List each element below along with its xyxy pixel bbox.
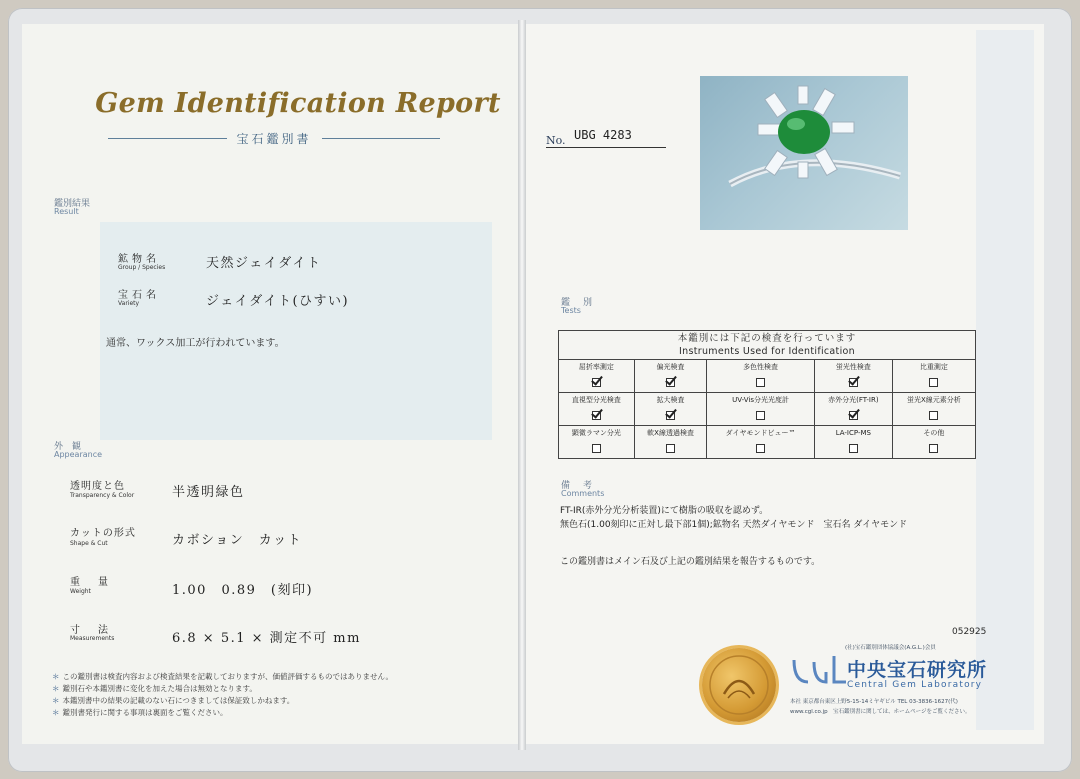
test-checkbox <box>929 444 938 453</box>
report-title: Gem Identification Report <box>95 88 501 119</box>
comment-line-2: 無色石(1.00刻印に正対し最下部1個);鉱物名 天然ダイヤモンド 宝石名 ダイヤモンド <box>560 520 908 530</box>
footnote <box>52 671 492 682</box>
appearance-row-label-jp: 重 量 <box>70 577 112 588</box>
test-name: 偏光検査 <box>656 363 685 371</box>
appearance-row-value: 6.8 × 5.1 × 測定不可 mm <box>172 631 361 646</box>
footnote <box>52 707 492 718</box>
test-name: 蛍光X線元素分析 <box>907 396 961 404</box>
tests-header <box>559 331 976 360</box>
footnote-bullet: ＊ <box>52 696 60 705</box>
test-checkbox <box>756 444 765 453</box>
wax-remark: 通常、ワックス加工が行われています。 <box>106 338 285 349</box>
footnote <box>52 683 492 694</box>
appearance-row-value: 半透明緑色 <box>172 485 245 500</box>
test-cell <box>634 393 706 426</box>
appearance-row-label-jp: 透明度と色 <box>70 481 125 492</box>
footnote-text: 鑑別石や本鑑別書に変化を加えた場合は無効となります。 <box>62 684 257 693</box>
cgl-logo-icon <box>790 652 850 688</box>
tests-row <box>559 393 976 426</box>
lab-name-jp: 中央宝石研究所 <box>847 659 988 681</box>
comments-section-jp: 備 考 <box>561 481 595 491</box>
test-checkbox <box>666 444 675 453</box>
test-cell <box>892 426 975 459</box>
test-checkbox <box>849 411 858 420</box>
test-checkbox <box>756 378 765 387</box>
test-checkbox <box>849 378 858 387</box>
test-name: 蛍光性検査 <box>835 363 871 371</box>
species-label-jp: 鉱物名 <box>118 254 160 265</box>
test-name: その他 <box>923 429 945 437</box>
test-name: 軟X線透過検査 <box>647 429 694 437</box>
report-subtitle <box>108 130 440 146</box>
lab-name-en: Central Gem Laboratory <box>847 680 983 690</box>
footnote-bullet: ＊ <box>52 708 60 717</box>
test-cell <box>707 393 815 426</box>
test-cell <box>814 426 892 459</box>
test-name: 屈折率測定 <box>578 363 614 371</box>
test-name: UV-Vis分光光度計 <box>732 396 789 404</box>
tests-row <box>559 360 976 393</box>
footnote-bullet: ＊ <box>52 684 60 693</box>
test-name: 多色性検査 <box>743 363 779 371</box>
tests-header-jp: 本鑑別には下記の検査を行っています <box>677 333 857 344</box>
tests-header-en: Instruments Used for Identification <box>679 346 855 357</box>
test-checkbox <box>666 378 675 387</box>
variety-label-en: Variety <box>118 300 140 307</box>
test-cell <box>707 426 815 459</box>
test-cell <box>634 360 706 393</box>
subtitle-rule-left <box>108 138 227 139</box>
species-label-en: Group / Species <box>118 264 166 271</box>
appearance-row-label-jp: 寸 法 <box>70 625 112 636</box>
comments-section-en: Comments <box>561 489 605 498</box>
jade-highlight <box>787 118 805 130</box>
jade-cabochon <box>778 110 830 154</box>
footnote-text: 本鑑別書中の結果の記載のない石につきましては保証致しかねます。 <box>62 696 295 705</box>
appearance-row-label-jp: カットの形式 <box>70 528 136 539</box>
gem-photo <box>700 76 908 230</box>
test-checkbox <box>929 378 938 387</box>
comment-line-1: FT-IR(赤外分光分析装置)にて樹脂の吸収を認めず。 <box>560 506 769 516</box>
result-section-jp: 鑑別結果 <box>54 199 91 209</box>
report-number-label: No. <box>546 134 566 147</box>
appearance-row-value: 1.00 0.89 (刻印) <box>172 583 314 598</box>
tests-section-jp: 鑑 別 <box>561 298 595 308</box>
test-name: ダイヤモンドビュー™ <box>725 429 796 437</box>
lab-address: 本社 東京都台東区上野5-15-14ミヤギビル TEL 03-3836-1627(代) <box>790 699 958 705</box>
test-name: 顕微ラマン分光 <box>571 429 621 437</box>
variety-value: ジェイダイト(ひすい) <box>206 294 350 309</box>
tests-row <box>559 426 976 459</box>
ring-illustration <box>700 76 908 230</box>
test-cell <box>559 360 635 393</box>
center-fold <box>518 20 526 750</box>
footnote-text: 鑑別書発行に関する事項は裏面をご覧ください。 <box>62 708 228 717</box>
document-code: 052925 <box>952 627 987 637</box>
tests-section-en: Tests <box>561 306 581 315</box>
tests-table <box>558 330 976 459</box>
appearance-section-en: Appearance <box>54 450 103 459</box>
footnote-bullet: ＊ <box>52 672 60 681</box>
test-name: 赤外分光(FT-IR) <box>828 396 879 404</box>
test-cell <box>559 426 635 459</box>
report-statement: この鑑別書はメイン石及び上記の鑑別結果を報告するものです。 <box>560 557 821 567</box>
test-cell <box>892 360 975 393</box>
footnote <box>52 695 492 706</box>
test-cell <box>814 360 892 393</box>
variety-label-jp: 宝石名 <box>118 290 160 301</box>
test-name: 拡大検査 <box>656 396 685 404</box>
test-checkbox <box>849 444 858 453</box>
tests-header-row <box>559 331 976 360</box>
cgl-logo <box>790 652 850 688</box>
lab-membership: (社)宝石鑑別団体協議会(A.G.L.)会員 <box>845 645 936 651</box>
test-cell <box>559 393 635 426</box>
test-name: LA-ICP-MS <box>835 429 871 437</box>
footnotes <box>52 671 492 718</box>
gold-seal <box>702 648 776 722</box>
test-name: 直視型分光検査 <box>571 396 621 404</box>
lab-website: www.cgl.co.jp 宝石鑑別書に関しては、ホームページをご覧ください。 <box>790 709 971 715</box>
test-checkbox <box>666 411 675 420</box>
report-number-underline <box>546 147 666 148</box>
appearance-row-label-en: Weight <box>70 588 91 595</box>
test-cell <box>814 393 892 426</box>
appearance-row-label-en: Shape & Cut <box>70 540 108 547</box>
appearance-row-label-en: Measurements <box>70 635 115 642</box>
film-overlay-right <box>976 30 1034 730</box>
test-name: 比重測定 <box>919 363 948 371</box>
test-cell <box>892 393 975 426</box>
result-section-en: Result <box>54 207 79 216</box>
report-number-value: UBG 4283 <box>574 128 632 142</box>
appearance-row-label-en: Transparency & Color <box>70 492 135 499</box>
test-cell <box>707 360 815 393</box>
test-cell <box>634 426 706 459</box>
test-checkbox <box>756 411 765 420</box>
test-checkbox <box>592 444 601 453</box>
footnote-text: この鑑別書は検査内容および検査結果を記載しておりますが、価値評価するものではありません。 <box>62 672 393 681</box>
test-checkbox <box>929 411 938 420</box>
test-checkbox <box>592 378 601 387</box>
appearance-row-value: カボション カット <box>172 533 303 548</box>
species-value: 天然ジェイダイト <box>206 256 322 271</box>
test-checkbox <box>592 411 601 420</box>
seal-emblem-icon <box>702 648 776 722</box>
subtitle-text: 宝石鑑別書 <box>236 131 312 146</box>
report-number <box>546 128 662 146</box>
appearance-section-jp: 外 観 <box>54 442 82 452</box>
subtitle-rule-right <box>322 138 441 139</box>
